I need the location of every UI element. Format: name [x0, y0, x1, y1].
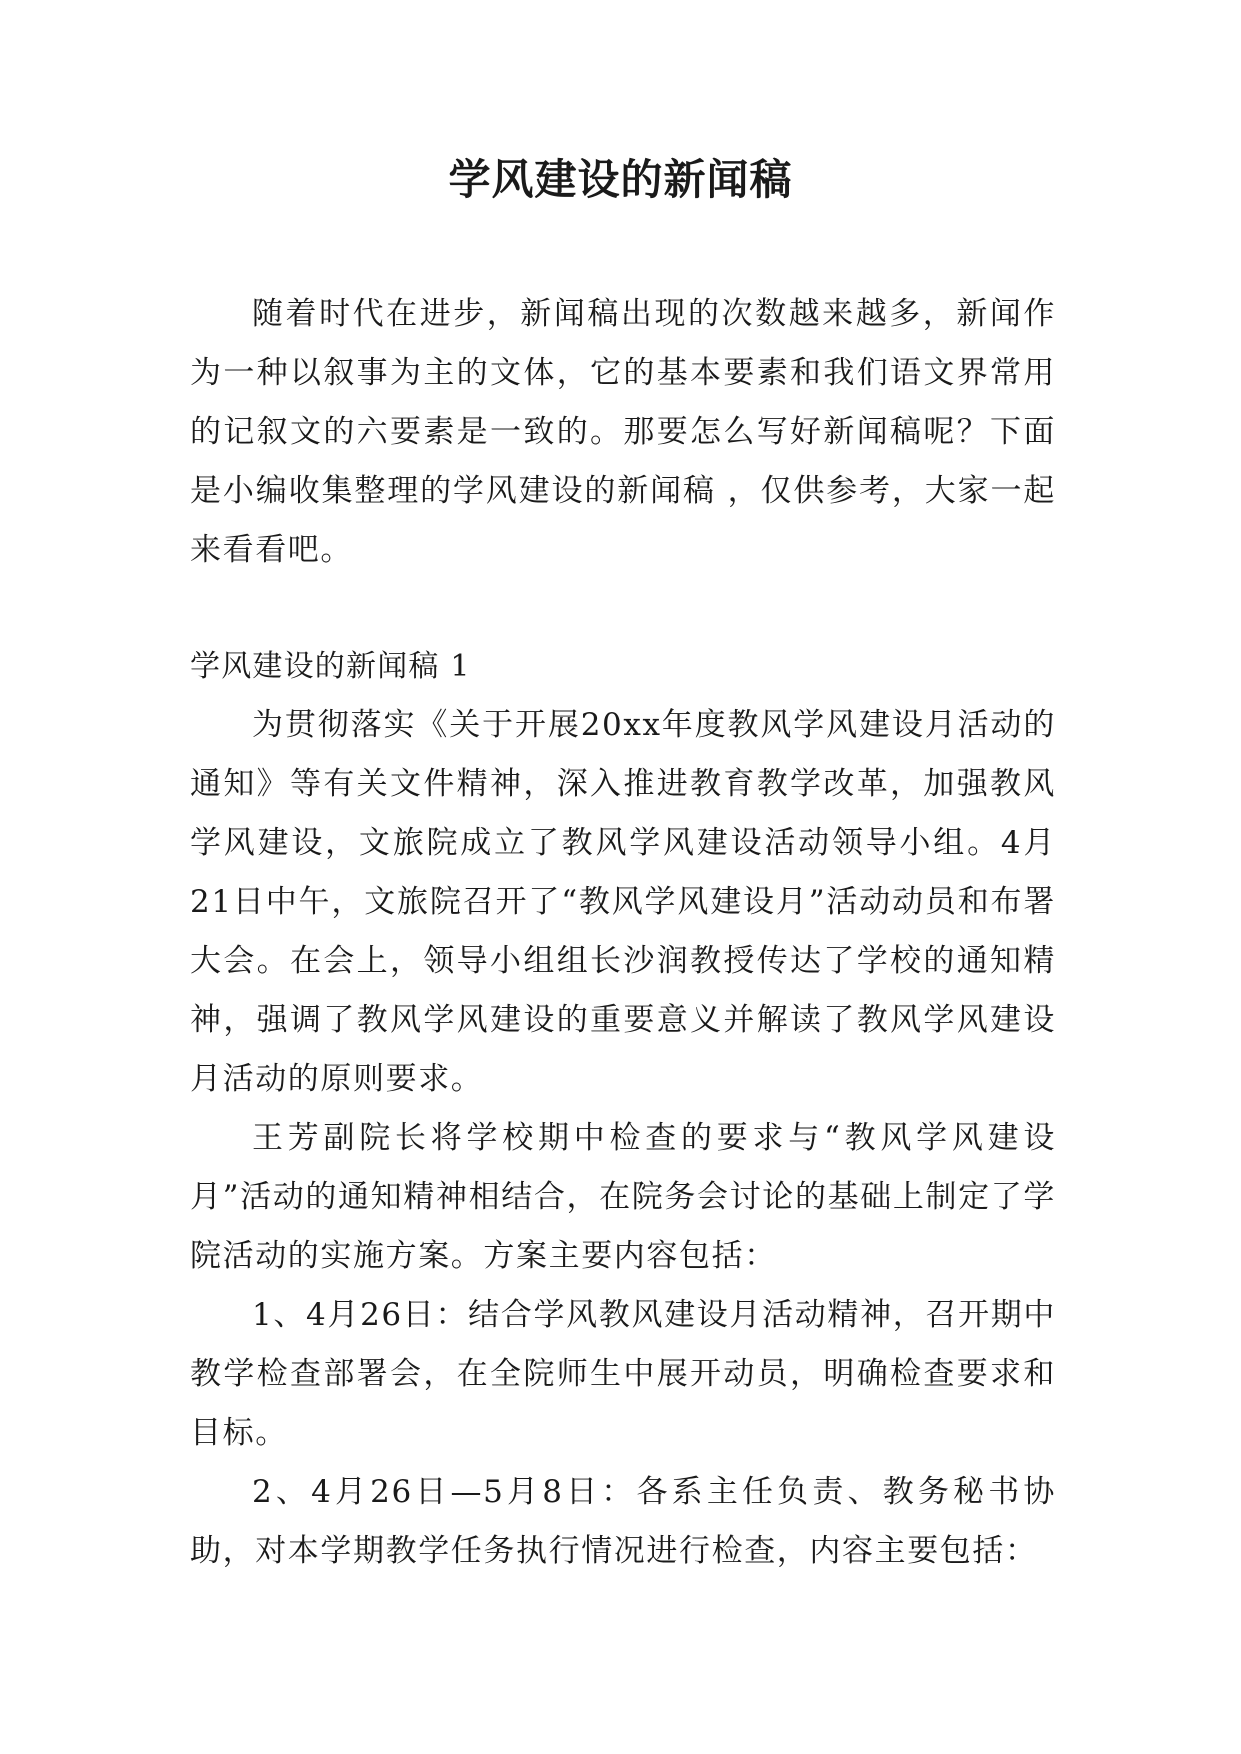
section-heading: 学风建设的新闻稿 1 — [190, 649, 471, 684]
intro-section — [190, 285, 1056, 580]
document-title: 学风建设的新闻稿 — [448, 155, 793, 204]
body-paragraph-4: 2、4月26日—5月8日：各系主任负责、教务秘书协助，对本学期教学任务执行情况进行检查，内容主要包括： — [190, 1474, 1056, 1569]
section-body — [190, 696, 1056, 1581]
body-paragraph-2: 王芳副院长将学校期中检查的要求与“教风学风建设月”活动的通知精神相结合，在院务会讨论的基础上制定了学院活动的实施方案。方案主要内容包括： — [190, 1120, 1056, 1274]
intro-paragraph: 随着时代在进步，新闻稿出现的次数越来越多，新闻作为一种以叙事为主的文体，它的基本要素和我们语文界常用的记叙文的六要素是一致的。那要怎么写好新闻稿呢？下面是小编收集整理的学风建设的新闻稿 ，仅供参考，大家一起来看看吧。 — [190, 296, 1056, 568]
body-paragraph-3: 1、4月26日：结合学风教风建设月活动精神，召开期中教学检查部署会，在全院师生中展开动员，明确检查要求和目标。 — [190, 1297, 1056, 1451]
body-paragraph-1: 为贯彻落实《关于开展20xx年度教风学风建设月活动的通知》等有关文件精神，深入推进教育教学改革，加强教风学风建设，文旅院成立了教风学风建设活动领导小组。4月21日中午，文旅院召开了“教风学风建设月”活动动员和布署大会。在会上，领导小组组长沙润教授传达了学校的通知精神，强调了教风学风建设的重要意义并解读了教风学风建设月活动的原则要求。 — [190, 707, 1056, 1097]
